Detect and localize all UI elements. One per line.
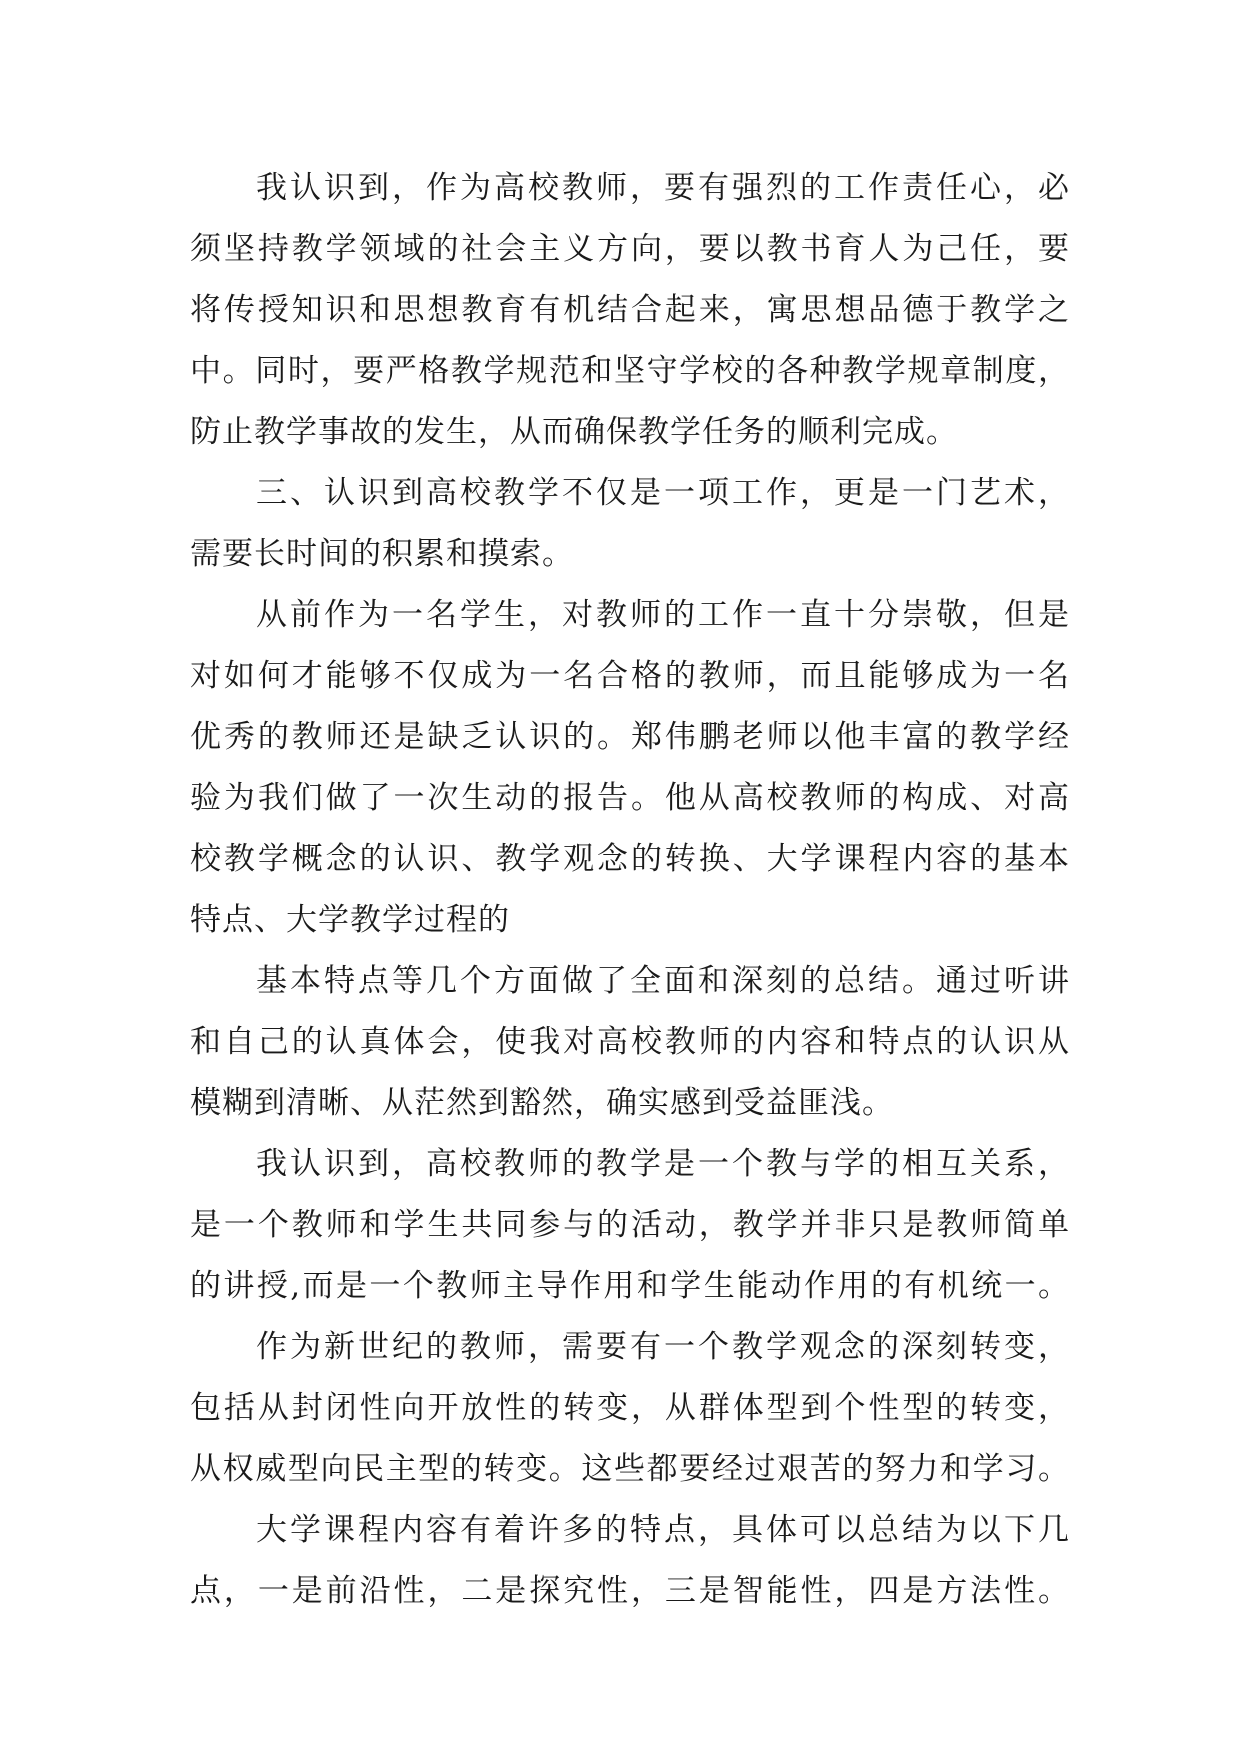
text-line: 是一个教师和学生共同参与的活动，教学并非只是教师简单	[190, 1207, 1070, 1243]
text-line: 对如何才能够不仅成为一名合格的教师，而且能够成为一名	[190, 658, 1070, 694]
text-line: 从前作为一名学生，对教师的工作一直十分崇敬，但是	[256, 597, 1070, 633]
text-line: 防止教学事故的发生，从而确保教学任务的顺利完成。	[190, 414, 958, 450]
text-line: 的讲授,而是一个教师主导作用和学生能动作用的有机统一。	[190, 1268, 1070, 1304]
text-line: 作为新世纪的教师，需要有一个教学观念的深刻转变，	[256, 1329, 1070, 1365]
text-line: 须坚持教学领域的社会主义方向，要以教书育人为己任，要	[190, 231, 1070, 267]
text-line: 优秀的教师还是缺乏认识的。郑伟鹏老师以他丰富的教学经	[190, 719, 1070, 755]
body-text	[190, 158, 1070, 1622]
text-line: 包括从封闭性向开放性的转变，从群体型到个性型的转变，	[190, 1390, 1070, 1426]
text-line: 验为我们做了一次生动的报告。他从高校教师的构成、对高	[190, 780, 1070, 816]
text-line: 三、认识到高校教学不仅是一项工作，更是一门艺术，	[256, 475, 1070, 511]
text-line: 点，一是前沿性，二是探究性，三是智能性，四是方法性。	[190, 1573, 1070, 1609]
text-line: 基本特点等几个方面做了全面和深刻的总结。通过听讲	[256, 963, 1070, 999]
text-line: 将传授知识和思想教育有机结合起来，寓思想品德于教学之	[190, 292, 1070, 328]
text-line: 特点、大学教学过程的	[190, 902, 510, 938]
text-line: 需要长时间的积累和摸索。	[190, 536, 574, 572]
text-line: 中。同时，要严格教学规范和坚守学校的各种教学规章制度，	[190, 353, 1070, 389]
text-line: 我认识到，作为高校教师，要有强烈的工作责任心，必	[256, 170, 1070, 206]
text-line: 从权威型向民主型的转变。这些都要经过艰苦的努力和学习。	[190, 1451, 1070, 1487]
text-line: 模糊到清晰、从茫然到豁然，确实感到受益匪浅。	[190, 1085, 894, 1121]
text-line: 校教学概念的认识、教学观念的转换、大学课程内容的基本	[190, 841, 1070, 877]
text-line: 我认识到，高校教师的教学是一个教与学的相互关系，	[256, 1146, 1070, 1182]
text-line: 大学课程内容有着许多的特点，具体可以总结为以下几	[256, 1512, 1070, 1548]
text-line: 和自己的认真体会，使我对高校教师的内容和特点的认识从	[190, 1024, 1070, 1060]
